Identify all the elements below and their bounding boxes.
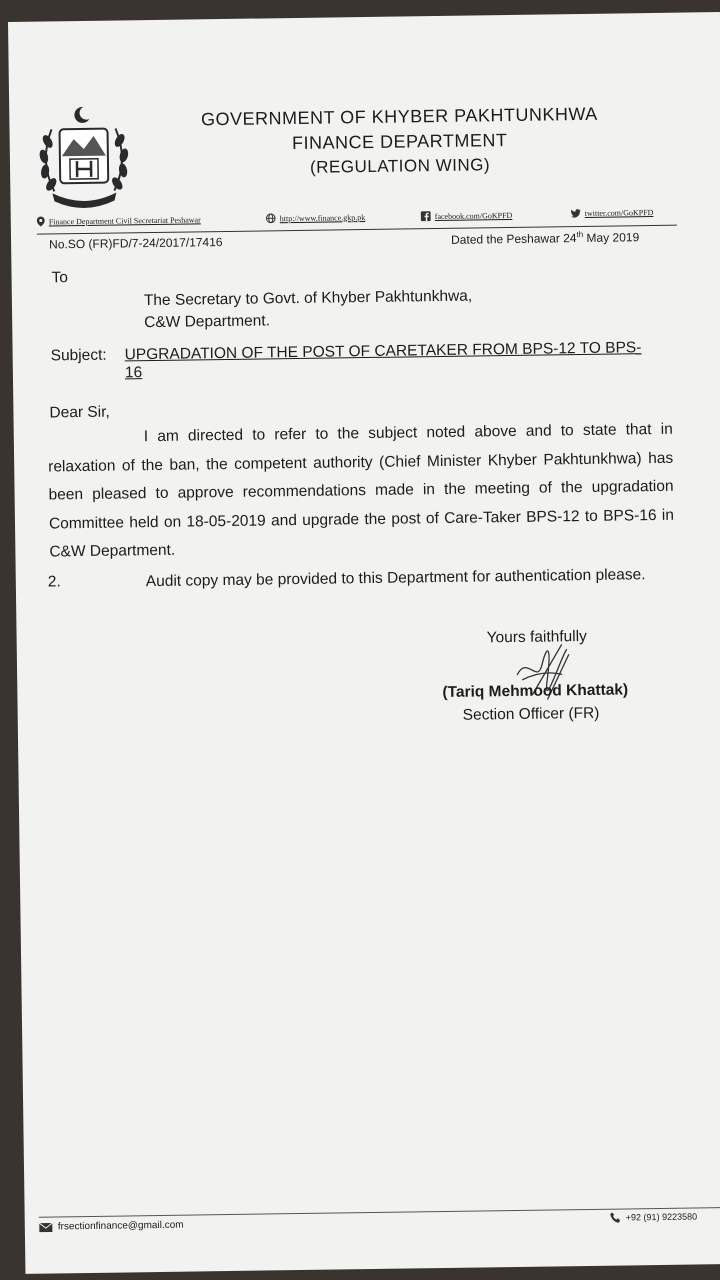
signatory-name: (Tariq Mehmood Khattak) <box>442 681 629 701</box>
header-government-title: GOVERNMENT OF KHYBER PAKHTUNKHWA <box>200 103 598 130</box>
letter-date-suffix-sup: th <box>576 229 584 240</box>
contact-address <box>37 214 201 226</box>
twitter-icon <box>571 209 581 218</box>
footer-email-text: frsectionfinance@gmail.com <box>57 1219 184 1233</box>
letter-page <box>8 12 720 1274</box>
contact-twitter-text: twitter.com/GoKPFD <box>584 208 654 218</box>
contact-facebook-text: facebook.com/GoKPFD <box>434 210 513 221</box>
salutation: Dear Sir, <box>49 403 110 422</box>
letter-date <box>451 229 639 247</box>
subject-label: Subject: <box>50 346 107 365</box>
paragraph-2-number: 2. <box>47 573 61 591</box>
envelope-icon <box>39 1222 53 1232</box>
footer-phone-text: +92 (91) 9223580 <box>625 1211 698 1223</box>
location-pin-icon <box>37 217 45 227</box>
government-emblem-logo <box>33 100 135 211</box>
globe-icon <box>266 213 276 223</box>
body-paragraph-2: Audit copy may be provided to this Department for authentication please. <box>145 566 646 591</box>
contact-website[interactable] <box>266 212 366 223</box>
body-paragraph-1: I am directed to refer to the subject noted above and to state that in relaxation of the ban, the competent authority (Chief Minister Khyber Pakhtunkhwa) has been pleased to approve recommendations made in the meeting of the upgradation Committee held on 18-05-2019 and upgrade the post of Care-Taker BPS-12 to BPS-16 in C&W Department. <box>48 420 675 561</box>
header-department-title: FINANCE DEPARTMENT <box>291 130 508 154</box>
footer-email[interactable] <box>39 1220 184 1233</box>
contact-twitter[interactable] <box>571 208 654 218</box>
signatory-title: Section Officer (FR) <box>462 704 600 724</box>
header-wing-title: (REGULATION WING) <box>309 155 491 177</box>
closing: Yours faithfully <box>486 627 588 647</box>
addressee-line-2: C&W Department. <box>144 312 271 332</box>
addressee-line-1: The Secretary to Govt. of Khyber Pakhtunkhwa, <box>143 287 473 310</box>
to-label: To <box>51 269 69 287</box>
contact-website-text: http://www.finance.gkp.pk <box>279 212 366 223</box>
subject-text: UPGRADATION OF THE POST OF CARETAKER FROM BPS-12 TO BPS-16 <box>124 339 642 382</box>
reference-number: No.SO (FR)FD/7-24/2017/17416 <box>49 235 223 252</box>
letter-date-prefix: Dated the Peshawar 24 <box>450 231 577 247</box>
footer-phone[interactable] <box>610 1210 697 1223</box>
facebook-icon <box>421 211 431 221</box>
phone-icon <box>610 1212 622 1224</box>
contact-facebook[interactable] <box>421 210 513 221</box>
contact-address-text: Finance Department Civil Secretariat Peshawar <box>48 214 201 226</box>
letter-date-month-year: May 2019 <box>583 230 640 245</box>
